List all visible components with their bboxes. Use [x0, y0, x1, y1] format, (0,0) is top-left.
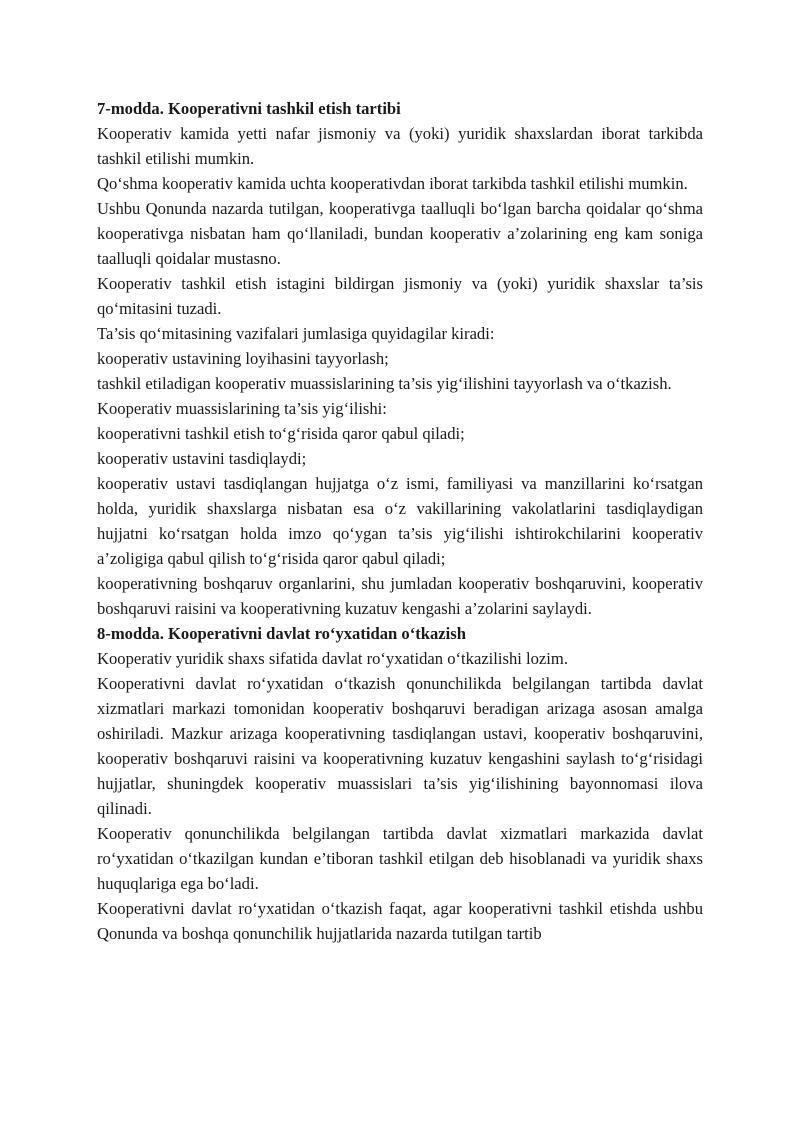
article-7-paragraph-3: Ushbu Qonunda nazarda tutilgan, kooperativga taalluqli bo‘lgan barcha qoidalar qo‘shma kooperativga nisbatan ham qo‘llaniladi, bundan kooperativ a’zolarining eng kam soniga taalluqli qoidalar mustasno. [97, 199, 703, 268]
article-7-heading: 7-modda. Kooperativni tashkil etish tartibi [97, 99, 401, 118]
article-7-list-item-1: kooperativ ustavining loyihasini tayyorlash; [97, 349, 389, 368]
article-8-heading: 8-modda. Kooperativni davlat ro‘yxatidan o‘tkazish [97, 624, 466, 643]
article-7-list-item-4: kooperativ ustavini tasdiqlaydi; [97, 449, 307, 468]
article-8-paragraph-3: Kooperativ qonunchilikda belgilangan tartibda davlat xizmatlari markazida davlat ro‘yxatidan o‘tkazilgan kundan e’tiboran tashkil etilgan deb hisoblanadi va yuridik shaxs huquqlariga ega bo‘ladi. [97, 824, 703, 893]
article-7-list-item-6: kooperativning boshqaruv organlarini, shu jumladan kooperativ boshqaruvini, kooperativ boshqaruvi raisini va kooperativning kuzatuv kengashi a’zolarini saylaydi. [97, 574, 703, 618]
article-7-list-item-3: kooperativni tashkil etish to‘g‘risida qaror qabul qiladi; [97, 424, 465, 443]
article-8-paragraph-4: Kooperativni davlat ro‘yxatidan o‘tkazish faqat, agar kooperativni tashkil etishda ushbu Qonunda va boshqa qonunchilik hujjatlarida nazarda tutilgan tartib [97, 899, 703, 943]
article-8-paragraph-1: Kooperativ yuridik shaxs sifatida davlat ro‘yxatidan o‘tkazilishi lozim. [97, 649, 568, 668]
article-7-paragraph-2: Qo‘shma kooperativ kamida uchta kooperativdan iborat tarkibda tashkil etilishi mumkin. [97, 174, 688, 193]
article-7-list-item-2: tashkil etiladigan kooperativ muassislarining ta’sis yig‘ilishini tayyorlash va o‘tkazish. [97, 374, 672, 393]
article-7-paragraph-6: Kooperativ muassislarining ta’sis yig‘ilishi: [97, 399, 387, 418]
article-7-paragraph-5: Ta’sis qo‘mitasining vazifalari jumlasiga quyidagilar kiradi: [97, 324, 495, 343]
document-page [97, 96, 703, 946]
article-8-paragraph-2: Kooperativni davlat ro‘yxatidan o‘tkazish qonunchilikda belgilangan tartibda davlat xizmatlari markazi tomonidan kooperativ boshqaruvi beradigan arizaga asosan amalga oshiriladi. Mazkur arizaga kooperativning tasdiqlangan ustavi, kooperativ boshqaruvini, kooperativ boshqaruvi raisini va kooperativning kuzatuv kengashini saylash to‘g‘risidagi hujjatlar, shuningdek kooperativ muassislari ta’sis yig‘ilishining bayonnomasi ilova qilinadi. [97, 674, 703, 818]
article-7-paragraph-4: Kooperativ tashkil etish istagini bildirgan jismoniy va (yoki) yuridik shaxslar ta’sis qo‘mitasini tuzadi. [97, 274, 703, 318]
article-7-list-item-5: kooperativ ustavi tasdiqlangan hujjatga o‘z ismi, familiyasi va manzillarini ko‘rsatgan holda, yuridik shaxslarga nisbatan esa o‘z vakillarining vakolatlarini tasdiqlaydigan hujjatni ko‘rsatgan holda imzo qo‘ygan ta’sis yig‘ilishi ishtirokchilarini kooperativ a’zoligiga qabul qilish to‘g‘risida qaror qabul qiladi; [97, 474, 703, 568]
article-7-paragraph-1: Kooperativ kamida yetti nafar jismoniy va (yoki) yuridik shaxslardan iborat tarkibda tashkil etilishi mumkin. [97, 124, 703, 168]
